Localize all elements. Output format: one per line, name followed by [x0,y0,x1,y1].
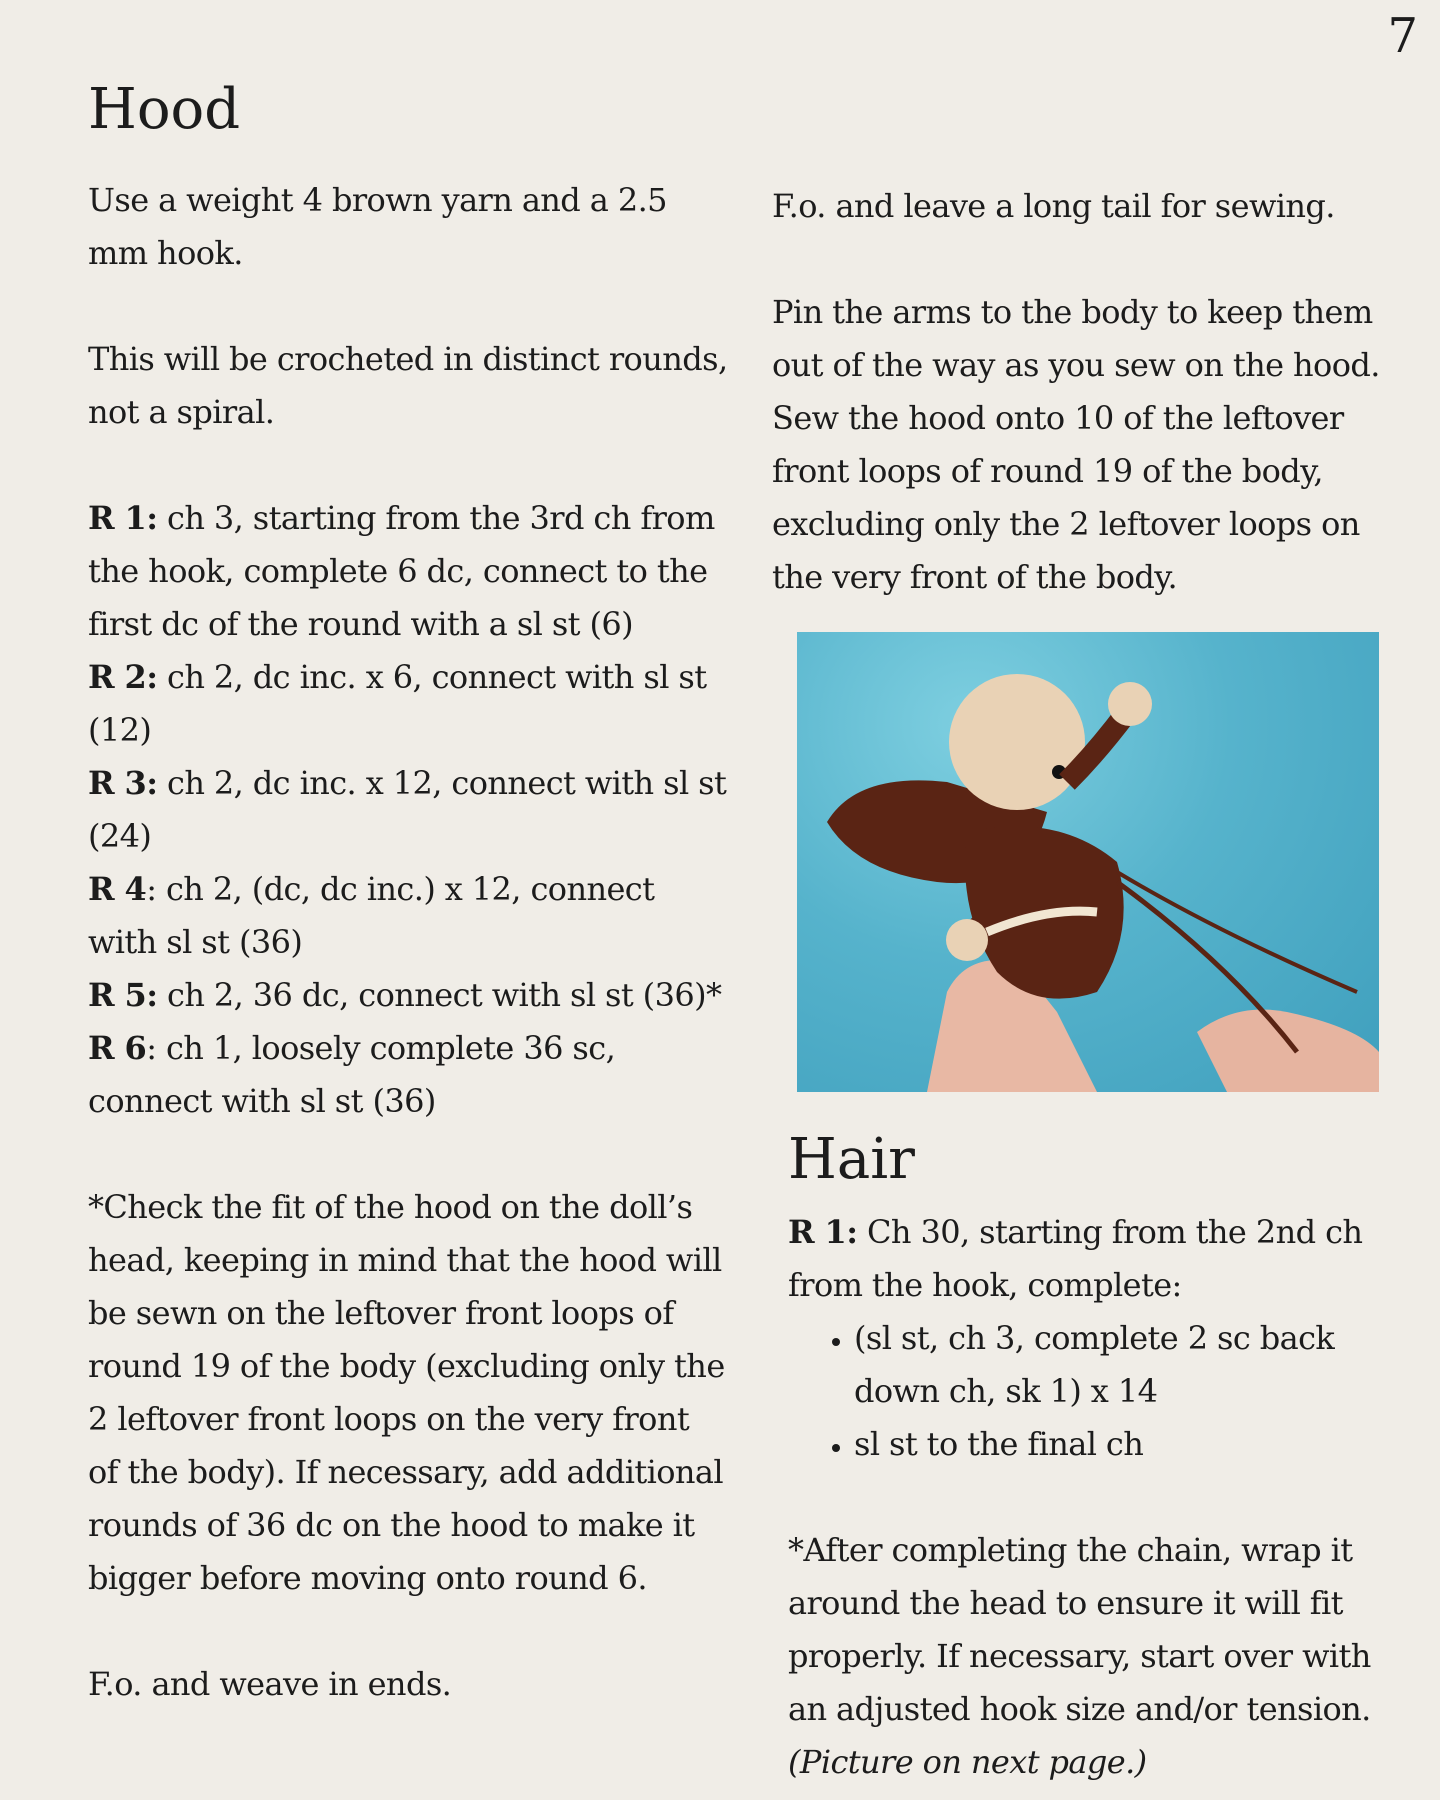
hood-finish-2: F.o. and leave a long tail for sewing. [772,187,1335,225]
round-text: ch 3, starting from the 3rd ch from the hook, complete 6 dc, connect to the first dc of the round with a sl st (6) [88,499,715,644]
yarn-tail-2 [1117,872,1357,992]
hair-note [788,1524,1412,1789]
hair-bullet-list [788,1312,1412,1471]
round-label: R 3: [88,764,158,803]
right-hand-shape [1197,1010,1379,1093]
hood-round-3 [88,757,728,863]
hair-section [788,1206,1412,1789]
round-label: R 4 [88,870,147,909]
hood-finish: F.o. and weave in ends. [88,1665,452,1704]
round-label: R 1: [788,1213,858,1252]
hood-round-5 [88,969,728,1022]
doll-photo [797,632,1379,1092]
hood-intro-1: Use a weight 4 brown yarn and a 2.5 mm hook. [88,181,667,273]
hood-intro-2: This will be crocheted in distinct rounds, not a spiral. [88,340,728,432]
list-item: • sl st to the final ch [854,1418,1412,1471]
picture-note: (Picture on next page.) [788,1743,1147,1782]
round-label: R 6 [88,1029,147,1068]
hood-fit-note: *Check the fit of the hood on the doll’s head, keeping in mind that the hood will be sewn on the leftover front loops of round 19 of the body (excluding only the 2 leftover front loops on the very front of the body). If necessary, add additional rounds of 36 dc on the hood to make it bigger before moving onto round 6. [88,1188,725,1598]
hood-section [88,78,728,1711]
hood-round-6 [88,1022,728,1128]
round-text: : ch 1, loosely complete 36 sc, connect with sl st (36) [88,1029,616,1121]
round-text: Ch 30, starting from the 2nd ch from the hook, complete: [788,1213,1363,1305]
hood-title: Hood [88,77,241,142]
round-text: ch 2, 36 dc, connect with sl st (36)* [157,976,722,1015]
round-label: R 2: [88,658,158,697]
hood-sew-instructions: Pin the arms to the body to keep them out of the way as you sew on the hood. Sew the hood onto 10 of the leftover front loops of round 19 of the body, excluding only the 2 leftover loops on the very front of the body. [772,293,1380,596]
hair-title: Hair [788,1127,915,1192]
round-text: ch 2, dc inc. x 6, connect with sl st (12) [88,658,707,750]
hood-round-1 [88,492,728,651]
lower-hand [946,919,988,961]
round-label: R 5: [88,976,158,1015]
right-column [772,180,1412,1789]
round-text: ch 2, dc inc. x 12, connect with sl st (24) [88,764,727,856]
hood-round-2 [88,651,728,757]
raised-hand [1108,682,1152,726]
round-label: R 1: [88,499,158,538]
doll-illustration [797,632,1379,1092]
hair-note-text: *After completing the chain, wrap it around the head to ensure it will fit properly. If necessary, start over with an adjusted hook size and/or tension. [788,1531,1371,1729]
page-number: 7 [1387,8,1418,64]
round-text: : ch 2, (dc, dc inc.) x 12, connect with sl st (36) [88,870,655,962]
doll-head [949,674,1085,810]
hair-round-1 [788,1206,1412,1312]
hood-round-4 [88,863,728,969]
list-item: • (sl st, ch 3, complete 2 sc back down ch, sk 1) x 14 [854,1312,1412,1418]
